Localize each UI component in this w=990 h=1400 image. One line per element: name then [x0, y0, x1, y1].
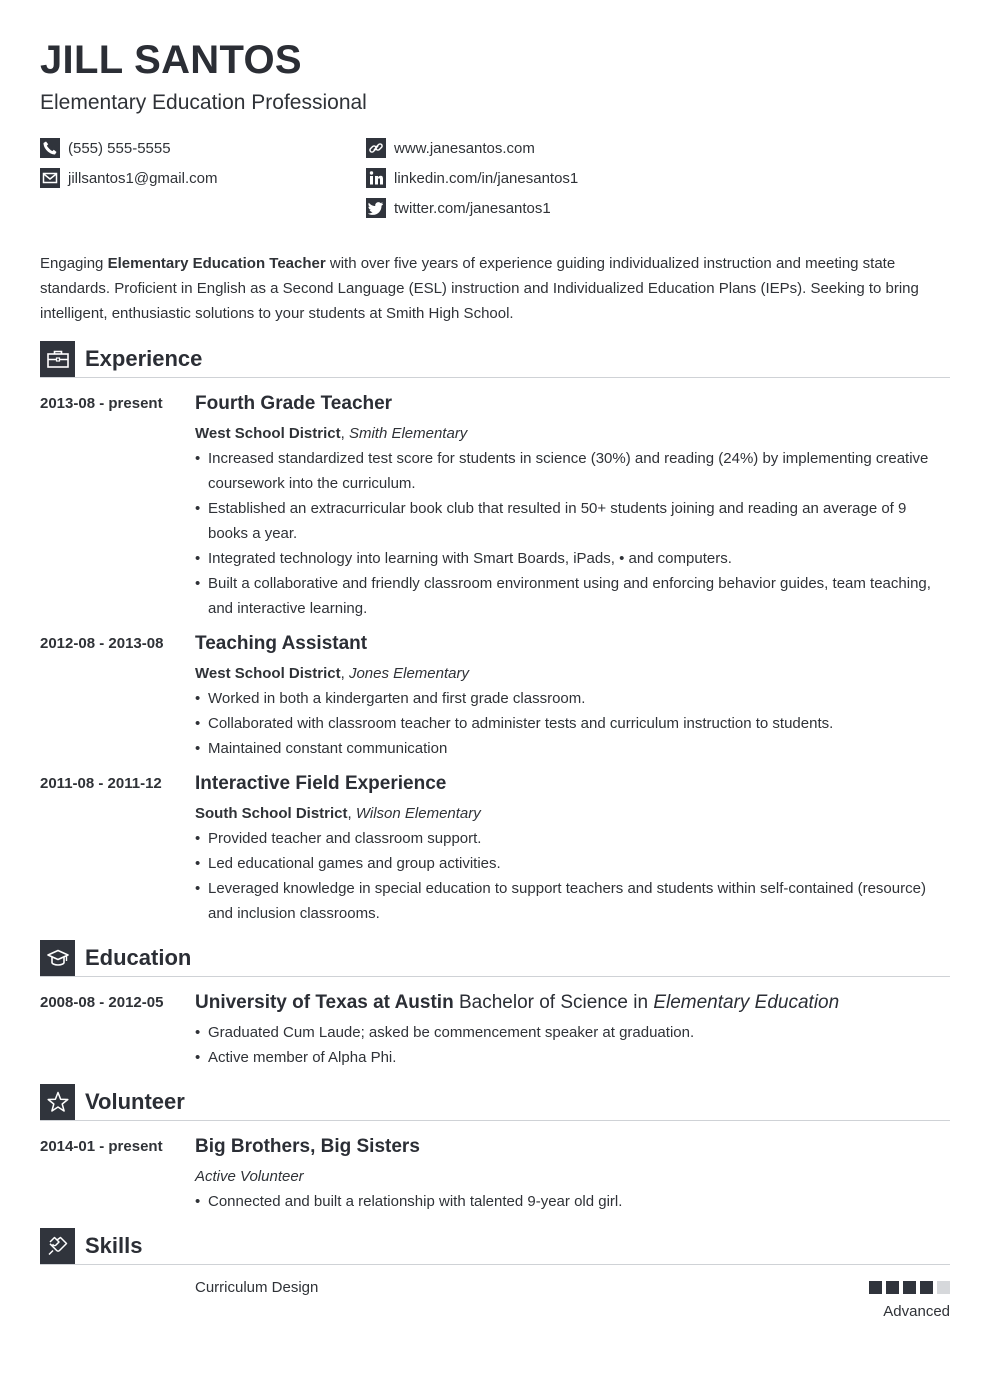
- job-bullets: [195, 826, 950, 926]
- list-item: • Graduated Cum Laude; asked be commencement speaker at graduation.: [195, 1020, 950, 1045]
- degree-field: Elementary Education: [653, 992, 840, 1013]
- education-section-title: Education: [85, 945, 192, 970]
- contact-linkedin[interactable]: [366, 167, 578, 189]
- skills-section-title: Skills: [85, 1233, 143, 1258]
- twitter-icon: [366, 198, 386, 218]
- employer: South School District: [195, 805, 348, 822]
- degree-name: Bachelor of Science in: [458, 992, 649, 1013]
- volunteer-bullets: [195, 1189, 950, 1214]
- volunteer-role: [195, 1164, 950, 1189]
- skills-section-header: [40, 1228, 950, 1265]
- star-icon: [40, 1084, 75, 1120]
- summary-text-start: Engaging: [40, 255, 108, 272]
- skill-row: [40, 1277, 950, 1323]
- education-bullets: [195, 1020, 950, 1070]
- role-text: Active Volunteer: [195, 1168, 304, 1185]
- job-location: Wilson Elementary: [355, 805, 481, 822]
- entry-date: 2008-08 - 2012-05: [40, 994, 164, 1011]
- candidate-title: Elementary Education Professional: [40, 91, 367, 114]
- linkedin-icon: [366, 168, 386, 188]
- list-item: • Maintained constant communication: [195, 736, 950, 761]
- job-title: Fourth Grade Teacher: [195, 393, 393, 414]
- entry-date: 2012-08 - 2013-08: [40, 635, 164, 652]
- summary-text-end: with over five years of experience guiding individualized instruction and meeting state standards. Proficient in English as a Second Language (ESL) instruction and Individualized Education Plans (IEPs). Seeking to bring intelligent, enthusiastic solutions to your students at Smith High School.: [40, 255, 919, 322]
- contact-email[interactable]: [40, 167, 217, 189]
- job-bullets: [195, 686, 950, 761]
- employer: West School District: [195, 665, 341, 682]
- experience-section-title: Experience: [85, 346, 203, 371]
- list-item: • Established an extracurricular book club that resulted in 50+ students joining and reading an average of 9 books a year.: [195, 496, 950, 546]
- job-title: Teaching Assistant: [195, 633, 368, 654]
- job-organization: West School District, Smith Elementary: [195, 425, 468, 442]
- volunteer-section-title: Volunteer: [85, 1089, 185, 1114]
- contact-block: [40, 137, 950, 227]
- school-name: University of Texas at Austin: [195, 992, 454, 1013]
- rating-square-filled: [920, 1281, 933, 1294]
- rating-square-filled: [869, 1281, 882, 1294]
- job-organization: South School District, Wilson Elementary: [195, 805, 481, 822]
- list-item: • Connected and built a relationship with talented 9-year old girl.: [195, 1189, 950, 1214]
- entry-date: 2011-08 - 2011-12: [40, 775, 162, 792]
- list-item: • Led educational games and group activities.: [195, 851, 950, 876]
- twitter-text: twitter.com/janesantos1: [394, 199, 551, 217]
- list-item: • Active member of Alpha Phi.: [195, 1045, 950, 1070]
- rating-square-filled: [903, 1281, 916, 1294]
- contact-website[interactable]: [366, 137, 535, 159]
- contact-twitter[interactable]: [366, 197, 551, 219]
- link-icon: [366, 138, 386, 158]
- volunteer-section-header: [40, 1084, 950, 1121]
- education-section-header: [40, 940, 950, 977]
- website-text: www.janesantos.com: [394, 139, 535, 157]
- employer: West School District: [195, 425, 341, 442]
- job-location: Jones Elementary: [348, 665, 469, 682]
- list-item: • Collaborated with classroom teacher to administer tests and curriculum instruction to students.: [195, 711, 950, 736]
- email-text: jillsantos1@gmail.com: [68, 169, 218, 187]
- graduation-cap-icon: [40, 940, 75, 976]
- skill-name: Curriculum Design: [195, 1279, 319, 1296]
- volunteer-title: Big Brothers, Big Sisters: [195, 1136, 420, 1157]
- professional-summary: [40, 251, 950, 326]
- list-item: • Leveraged knowledge in special education to support teachers and students within self-contained (resource) and inclusion classrooms.: [195, 876, 950, 926]
- linkedin-text: linkedin.com/in/janesantos1: [394, 169, 579, 187]
- summary-highlight: Elementary Education Teacher: [107, 255, 326, 272]
- job-title: Interactive Field Experience: [195, 773, 447, 794]
- list-item: • Worked in both a kindergarten and first grade classroom.: [195, 686, 950, 711]
- candidate-name: JILL SANTOS: [40, 38, 302, 82]
- briefcase-icon: [40, 341, 75, 377]
- phone-icon: [40, 138, 60, 158]
- list-item: • Increased standardized test score for students in science (30%) and reading (24%) by implementing creative coursework into the curriculum.: [195, 446, 950, 496]
- list-item: • Provided teacher and classroom support.: [195, 826, 950, 851]
- rating-square-empty: [937, 1281, 950, 1294]
- rating-square-filled: [886, 1281, 899, 1294]
- job-location: Smith Elementary: [348, 425, 468, 442]
- job-bullets: [195, 446, 950, 621]
- envelope-icon: [40, 168, 60, 188]
- job-organization: West School District, Jones Elementary: [195, 665, 469, 682]
- phone-text: (555) 555-5555: [68, 139, 171, 157]
- list-item: • Integrated technology into learning with Smart Boards, iPads, • and computers.: [195, 546, 950, 571]
- list-item: • Built a collaborative and friendly classroom environment using and enforcing behavior guides, team teaching, and interactive learning.: [195, 571, 950, 621]
- degree-line: [195, 991, 950, 1020]
- skill-rating: [869, 1281, 950, 1294]
- entry-date: 2013-08 - present: [40, 395, 163, 412]
- skill-level: Advanced: [883, 1303, 950, 1320]
- contact-phone[interactable]: [40, 137, 171, 159]
- experience-section-header: [40, 341, 950, 378]
- handshake-icon: [40, 1228, 75, 1264]
- entry-date: 2014-01 - present: [40, 1138, 163, 1155]
